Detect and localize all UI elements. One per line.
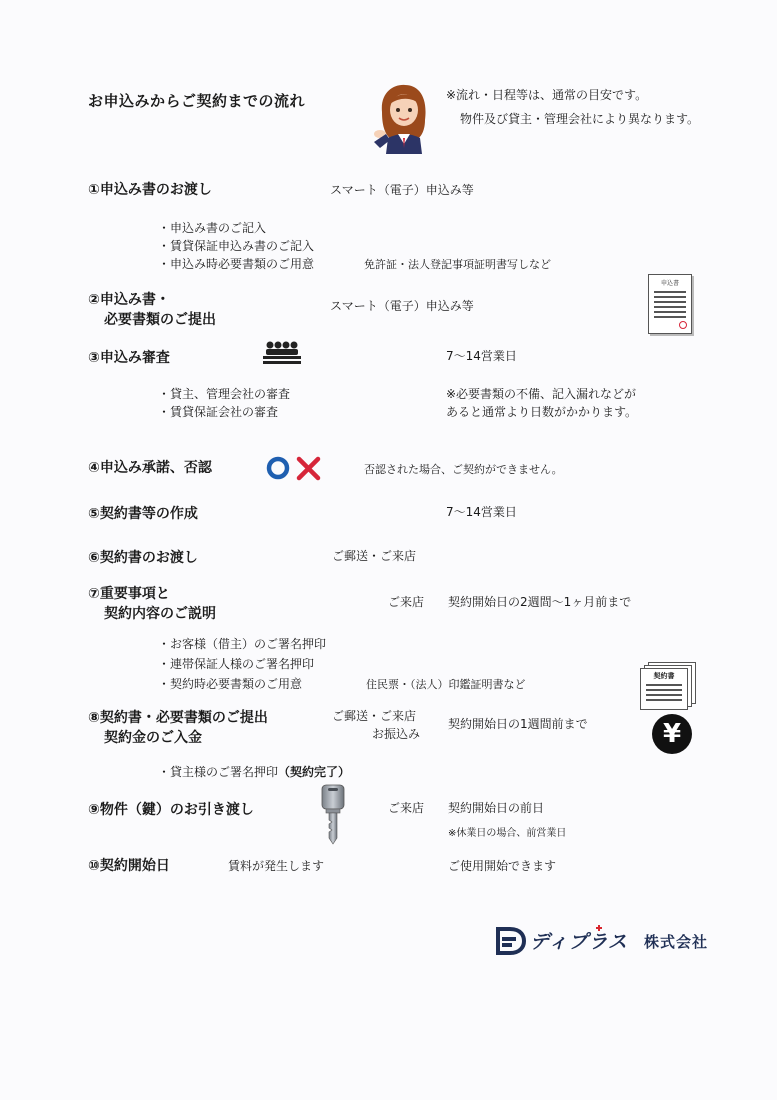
step8-method-line1: ご郵送・ご来店 — [332, 709, 417, 723]
company-name: ディプラス — [530, 931, 628, 953]
step3-heading: ③申込み審査 — [88, 350, 170, 366]
step8-timing: 契約開始日の1週間前まで — [448, 717, 588, 731]
step5-aside: 7〜14営業日 — [446, 505, 517, 519]
step3-bullet-1: ・貸主、管理会社の審査 — [158, 387, 291, 401]
step3-note-line1: ※必要書類の不備、記入漏れなどが — [446, 387, 637, 401]
header-note-line1: ※流れ・日程等は、通常の目安です。 — [446, 88, 648, 102]
step6-heading: ⑥契約書のお渡し — [88, 550, 198, 566]
step1-bullet-note: 免許証・法人登記事項証明書写しなど — [364, 258, 551, 271]
circle-ok-icon — [269, 459, 287, 477]
step10-timing: ご使用開始できます — [448, 859, 557, 873]
application-document-icon — [648, 274, 692, 334]
step4-aside: 否認された場合、ご契約ができません。 — [364, 463, 563, 476]
step8-heading-line1: ⑧契約書・必要書類のご提出 — [88, 710, 268, 726]
step7-bullet-2: ・連帯保証人様のご署名押印 — [158, 657, 315, 671]
key-icon — [320, 784, 346, 846]
step7-bullet-3: ・契約時必要書類のご用意 — [158, 677, 303, 691]
step10-heading: ⑩契約開始日 — [88, 858, 170, 874]
step8-bullet-emphasis: （契約完了） — [278, 765, 351, 779]
dplus-logo-icon — [496, 925, 526, 957]
step7-bullet-1: ・お客様（借主）のご署名押印 — [158, 637, 327, 651]
step3-bullet-2: ・賃貸保証会社の審査 — [158, 405, 279, 419]
step1-bullet-1: ・申込み書のご記入 — [158, 221, 267, 235]
circle-cross-icons — [266, 455, 322, 481]
contract-document-label: 契約書 — [653, 672, 675, 680]
step2-heading-line1: ②申込み書・ — [88, 292, 170, 308]
company-logo — [496, 925, 726, 957]
step9-subnote: ※休業日の場合、前営業日 — [448, 828, 567, 839]
step8-bullet-text: ・貸主様のご署名押印 — [158, 765, 279, 779]
step7-timing: 契約開始日の2週間〜1ヶ月前まで — [448, 595, 632, 609]
company-suffix: 株式会社 — [644, 933, 709, 951]
step9-heading: ⑨物件（鍵）のお引き渡し — [88, 802, 254, 818]
step6-aside: ご郵送・ご来店 — [332, 549, 417, 563]
step9-method: ご来店 — [388, 801, 425, 815]
step8-method-line2: お振込み — [372, 727, 421, 741]
step1-bullet-2: ・賃貸保証申込み書のご記入 — [158, 239, 315, 253]
step10-method: 賃料が発生します — [228, 859, 325, 873]
step8-heading-line2: 契約金のご入金 — [104, 730, 202, 746]
step5-heading: ⑤契約書等の作成 — [88, 506, 198, 522]
contract-document-icon — [640, 662, 696, 708]
meeting-audience-icon — [262, 340, 302, 364]
step2-aside: スマート（電子）申込み等 — [330, 299, 474, 313]
step1-bullet-3: ・申込み時必要書類のご用意 — [158, 257, 315, 271]
step7-heading-line2: 契約内容のご説明 — [104, 606, 216, 622]
step3-aside: 7〜14営業日 — [446, 349, 517, 363]
page-title: お申込みからご契約までの流れ — [88, 92, 306, 110]
logo-red-plus-icon — [596, 925, 602, 931]
step3-note-line2: あると通常より日数がかかります。 — [446, 405, 638, 419]
step7-bullet-note: 住民票・（法人）印鑑証明書など — [366, 678, 526, 691]
application-document-label: 申込書 — [660, 280, 679, 287]
step7-heading-line1: ⑦重要事項と — [88, 586, 170, 602]
header-note-line2: 物件及び貸主・管理会社により異なります。 — [460, 112, 700, 126]
step4-heading: ④申込み承諾、否認 — [88, 460, 212, 476]
step1-aside: スマート（電子）申込み等 — [330, 183, 474, 197]
step2-heading-line2: 必要書類のご提出 — [104, 312, 216, 328]
woman-presenter-icon — [370, 82, 436, 154]
yen-coin-icon: ¥ — [652, 714, 692, 754]
step8-bullet — [158, 762, 350, 782]
step7-method: ご来店 — [388, 595, 425, 609]
step1-heading: ①申込み書のお渡し — [88, 182, 212, 198]
step9-timing: 契約開始日の前日 — [448, 801, 545, 815]
cross-ng-icon — [299, 459, 318, 478]
